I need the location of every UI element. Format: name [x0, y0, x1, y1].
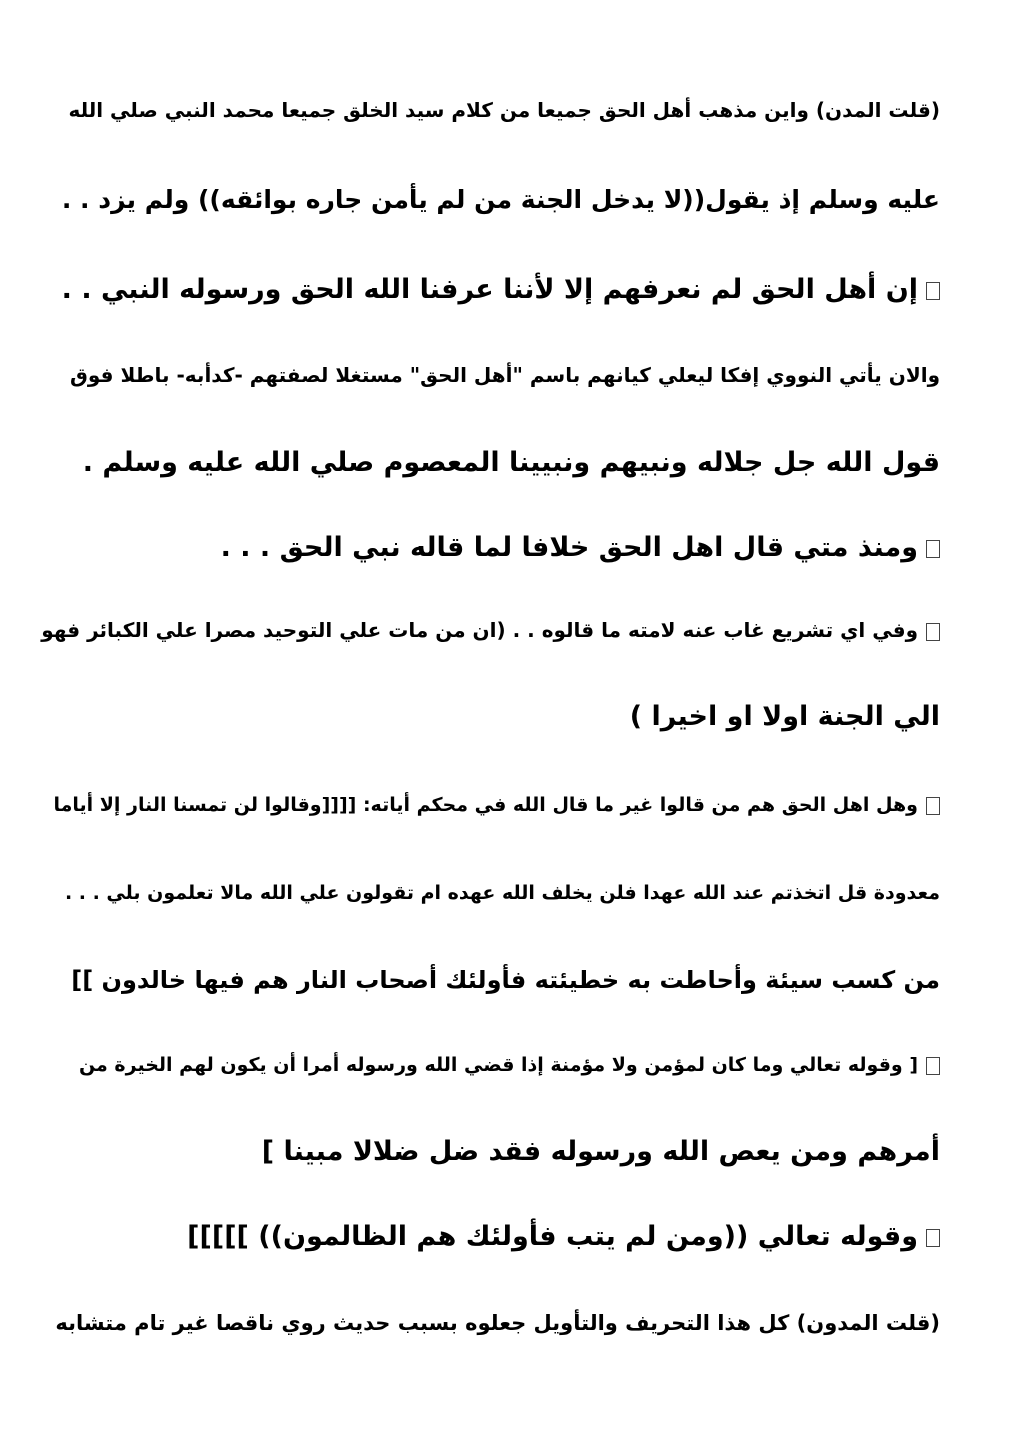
line-text: [ وقوله تعالي وما كان لمؤمن ولا مؤمنة إذا قضي الله ورسوله أمرا أن يكون لهم الخيرة من [78, 1054, 918, 1076]
text-line-13 [262, 1132, 940, 1172]
text-line-14 [187, 1217, 940, 1257]
text-line-9 [53, 785, 940, 825]
line-text: عليه وسلم إذ يقول((لا يدخل الجنة من لم يأمن جاره بوائقه)) ولم يزد . . [61, 185, 940, 214]
text-line-5 [83, 443, 940, 483]
bullet-box-icon [926, 623, 940, 641]
line-text: (قلت المدون) كل هذا التحريف والتأويل جعلوه بسبب حديث روي ناقصا غير تام متشابه [55, 1311, 940, 1335]
line-text: وقوله تعالي ((ومن لم يتب فأولئك هم الظالمون)) ]]]]] [187, 1221, 918, 1252]
line-text: (قلت المدن) واين مذهب أهل الحق جميعا من كلام سيد الخلق جميعا محمد النبي صلي الله [68, 98, 940, 122]
line-text: قول الله جل جلاله ونبيهم ونبيينا المعصوم صلي الله عليه وسلم . [82, 447, 940, 478]
line-text: وفي اي تشريع غاب عنه لامته ما قالوه . . (ان من مات علي التوحيد مصرا علي الكبائر فهو [41, 618, 918, 642]
bullet-box-icon [926, 797, 940, 815]
text-line-12 [79, 1045, 940, 1085]
bullet-box-icon [926, 282, 940, 300]
text-line-1 [68, 90, 940, 130]
bullet-box-icon [926, 1229, 940, 1247]
text-line-10 [65, 873, 940, 913]
text-line-6 [221, 528, 940, 568]
text-line-7 [41, 610, 940, 650]
text-line-11 [71, 960, 940, 1000]
text-line-3 [62, 270, 940, 310]
line-text: الي الجنة اولا او اخيرا ) [629, 701, 940, 732]
line-text: معدودة قل اتخذتم عند الله عهدا فلن يخلف الله عهده ام تقولون علي الله مالا تعلمون بلي . . . [64, 882, 940, 904]
text-line-4 [70, 355, 940, 395]
line-text: والان يأتي النووي إفكا ليعلي كيانهم باسم "أهل الحق" مستغلا لصفتهم -كدأبه- باطلا فوق [70, 363, 940, 387]
text-line-8 [630, 697, 940, 737]
bullet-box-icon [926, 1057, 940, 1075]
line-text: من كسب سيئة وأحاطت به خطيئته فأولئك أصحاب النار هم فيها خالدون ]] [71, 966, 940, 994]
line-text: وهل اهل الحق هم من قالوا غير ما قال الله في محكم أياته: [[[[وقالوا لن تمسنا النار إلا أياما [53, 794, 918, 816]
line-text: ومنذ متي قال اهل الحق خلافا لما قاله نبي الحق . . . [220, 532, 918, 563]
text-line-15 [55, 1303, 940, 1343]
line-text: إن أهل الحق لم نعرفهم إلا لأننا عرفنا الله الحق ورسوله النبي . . [61, 274, 918, 305]
line-text: أمرهم ومن يعص الله ورسوله فقد ضل ضلالا مبينا ] [261, 1136, 940, 1167]
bullet-box-icon [926, 540, 940, 558]
text-line-2 [62, 180, 940, 220]
